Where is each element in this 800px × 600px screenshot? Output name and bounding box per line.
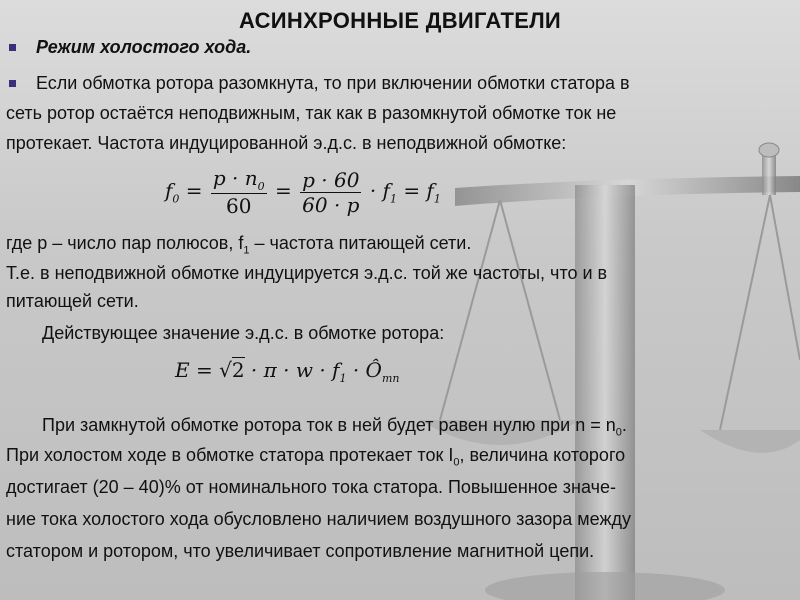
bullet-heading: Режим холостого хода. [36, 37, 252, 57]
formula-term: · Ô [352, 358, 382, 382]
body-line: протекает. Частота индуцированной э.д.с. в неподвижной обмотке: [6, 133, 567, 153]
text-sub: 0 [615, 426, 622, 439]
formula-sub: 1 [433, 192, 441, 206]
body-line [6, 444, 625, 474]
body-line: питающей сети. [6, 291, 139, 311]
formula-sub: 0 [257, 180, 265, 193]
text-segment: – частота питающей сети. [249, 233, 472, 253]
fraction [300, 168, 361, 217]
body-line [42, 414, 627, 444]
where-line [6, 232, 471, 262]
body-line: статором и ротором, что увеличивает сопротивление магнитной цепи. [6, 541, 595, 561]
formula-sub: 1 [339, 372, 347, 385]
text-segment: , величина которого [459, 445, 626, 465]
formula-lhs: E = [175, 358, 220, 382]
fraction-numerator: p · n [212, 166, 258, 190]
sqrt-icon: √ [219, 358, 232, 382]
bullet-marker [9, 44, 16, 51]
formula-lhs: f [165, 178, 173, 203]
text-segment: При замкнутой обмотке ротора ток в ней будет равен нулю при n = n [42, 415, 616, 435]
slide-title: АСИНХРОННЫЕ ДВИГАТЕЛИ [238, 8, 562, 33]
frequency-formula: $f_0$ = $\frac{p \cdot n_0}{60}$ = $\frac{p \cdot 60}{60 \cdot p}$ · $f_1 = f_1$ [165, 166, 441, 218]
text-segment: . [621, 415, 627, 435]
fraction-denominator: 60 · p [302, 192, 360, 217]
text-segment: где р – число пар полюсов, f [6, 233, 244, 253]
text-sub: 0 [453, 456, 460, 469]
formula-sub: 1 [389, 192, 397, 206]
body-line: ние тока холостого хода обусловлено наличием воздушного зазора между [6, 509, 631, 529]
body-line: достигает (20 – 40)% от номинального тока статора. Повышенное значе- [6, 477, 616, 497]
formula-term: · f [369, 178, 390, 203]
fraction [211, 166, 267, 218]
bullet-text: Если обмотка ротора разомкнута, то при включении обмотки статора в [36, 73, 630, 93]
fraction-denominator: 60 [226, 194, 252, 218]
formula-rhs: = f [403, 178, 434, 203]
bullet-marker [9, 80, 16, 87]
body-line: Т.е. в неподвижной обмотке индуцируется э.д.с. той же частоты, что и в [6, 263, 608, 283]
body-line: сеть ротор остаётся неподвижным, так как в разомкнутой обмотке ток не [6, 103, 617, 123]
formula-term: · π · w · f [250, 358, 340, 382]
text-sub: 1 [243, 244, 250, 257]
body-line: Действующее значение э.д.с. в обмотке ротора: [42, 323, 445, 343]
emf-formula [175, 358, 399, 385]
formula-sub: тп [381, 372, 400, 385]
formula-sub: 0 [172, 192, 180, 206]
sqrt-arg: 2 [231, 358, 245, 382]
text-segment: При холостом ходе в обмотке статора протекает ток I [6, 445, 454, 465]
fraction-numerator: p · 60 [302, 167, 360, 192]
